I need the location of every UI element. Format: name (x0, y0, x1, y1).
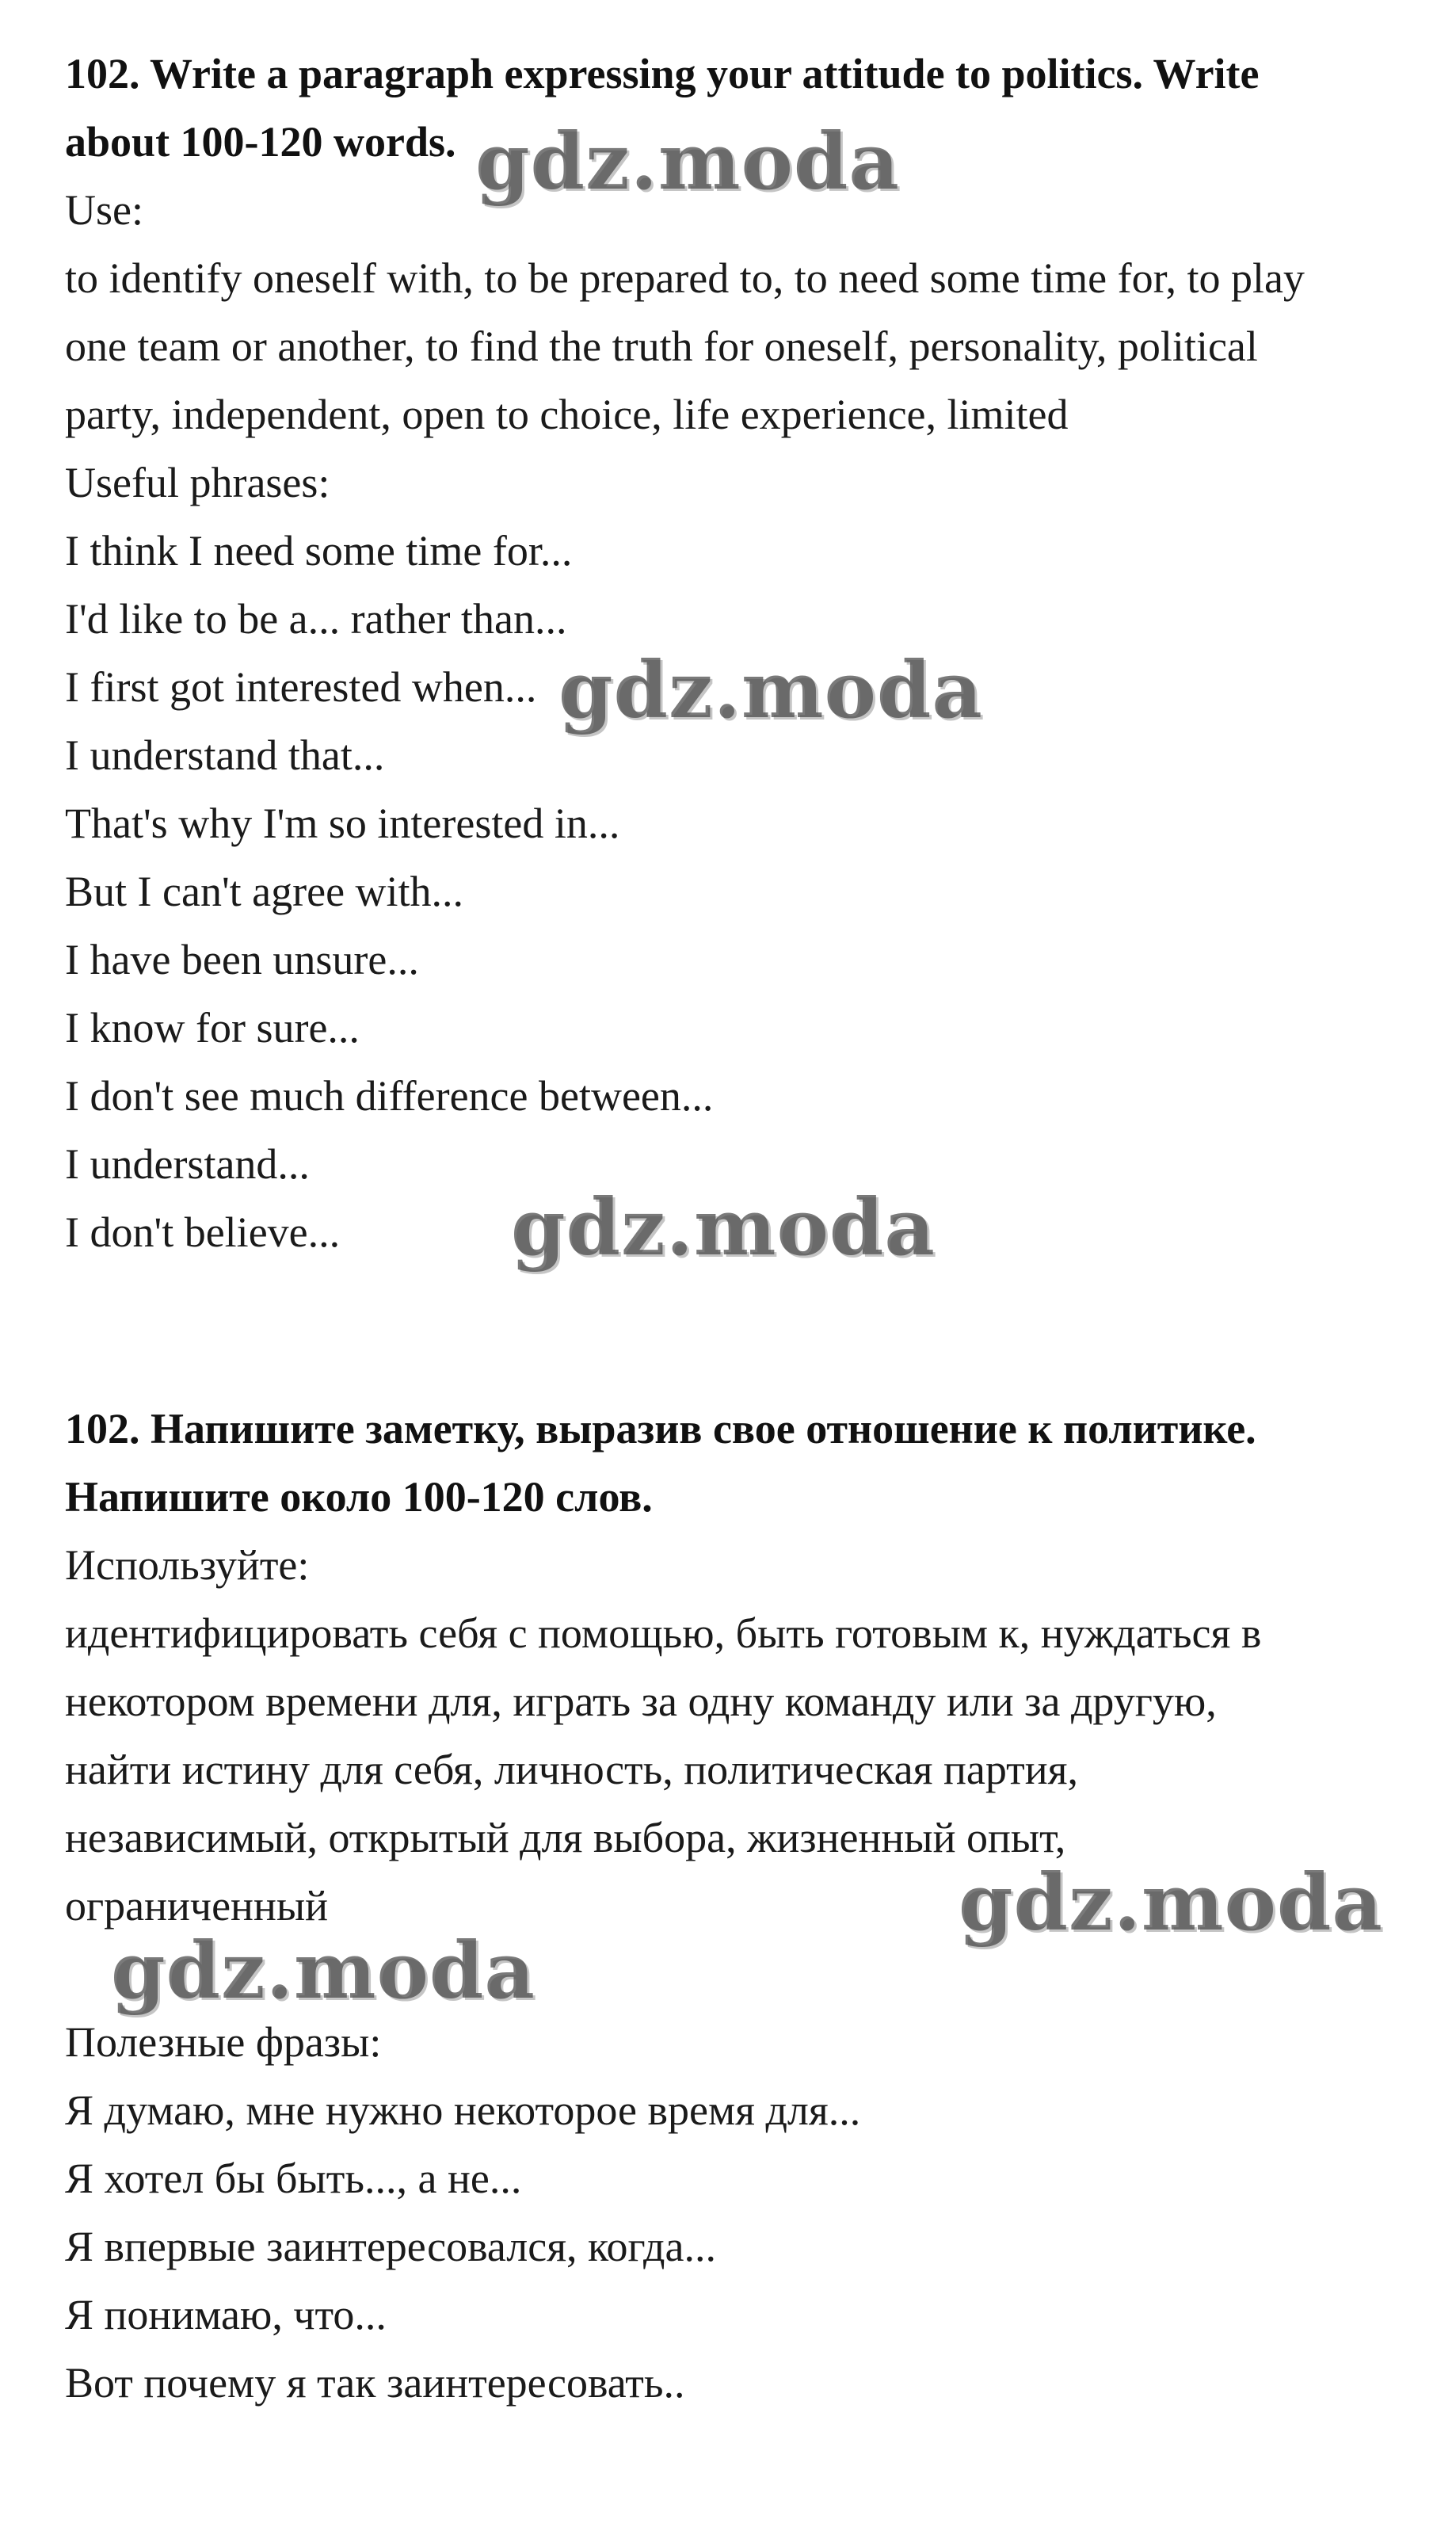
vocab-line-ru: независимый, открытый для выбора, жизненный опыт, (65, 1814, 1066, 1861)
phrase-en: I have been unsure... (65, 936, 419, 983)
watermark: gdz.moda (558, 645, 983, 736)
watermark: gdz.moda (111, 1926, 536, 2017)
vocab-line-en: to identify oneself with, to be prepared to, to need some time for, to play (65, 254, 1305, 302)
phrase-ru: Я хотел бы быть..., а не... (65, 2155, 522, 2202)
phrase-ru: Вот почему я так заинтересовать.. (65, 2359, 685, 2407)
phrase-en: I first got interested when... (65, 663, 537, 711)
vocab-line-ru: найти истину для себя, личность, политическая партия, (65, 1746, 1078, 1793)
exercise-title-ru-line-1: 102. Напишите заметку, выразив свое отношение к политике. (65, 1405, 1256, 1452)
phrase-en: I don't see much difference between... (65, 1072, 714, 1120)
phrase-en: That's why I'm so interested in... (65, 800, 620, 847)
phrase-ru: Я думаю, мне нужно некоторое время для... (65, 2086, 861, 2134)
use-label-en: Use: (65, 186, 143, 234)
vocab-line-en: party, independent, open to choice, life experience, limited (65, 391, 1069, 438)
watermark: gdz.moda (511, 1182, 936, 1273)
useful-phrases-label-en: Useful phrases: (65, 459, 330, 506)
phrase-en: I think I need some time for... (65, 527, 573, 574)
phrase-en: I understand that... (65, 731, 385, 779)
vocab-line-ru: некотором времени для, играть за одну команду или за другую, (65, 1678, 1217, 1725)
exercise-title-en-line-2: about 100-120 words. (65, 118, 456, 166)
exercise-title-ru-line-2: Напишите около 100-120 слов. (65, 1473, 653, 1521)
phrase-ru: Я понимаю, что... (65, 2291, 387, 2338)
phrase-en: But I can't agree with... (65, 868, 464, 915)
phrase-ru: Я впервые заинтересовался, когда... (65, 2223, 716, 2270)
vocab-line-ru: идентифицировать себя с помощью, быть готовым к, нуждаться в (65, 1609, 1262, 1657)
watermark: gdz.moda (959, 1857, 1383, 1949)
phrase-en: I know for sure... (65, 1004, 360, 1052)
watermark: gdz.moda (475, 116, 900, 208)
vocab-line-en: one team or another, to find the truth for oneself, personality, political (65, 323, 1258, 370)
phrase-en: I'd like to be a... rather than... (65, 595, 567, 643)
phrase-en: I understand... (65, 1140, 310, 1188)
vocab-line-ru: ограниченный (65, 1882, 329, 1930)
useful-phrases-label-ru: Полезные фразы: (65, 2018, 382, 2066)
use-label-ru: Используйте: (65, 1541, 310, 1589)
phrase-en: I don't believe... (65, 1208, 341, 1256)
exercise-title-en-line-1: 102. Write a paragraph expressing your attitude to politics. Write (65, 50, 1260, 97)
